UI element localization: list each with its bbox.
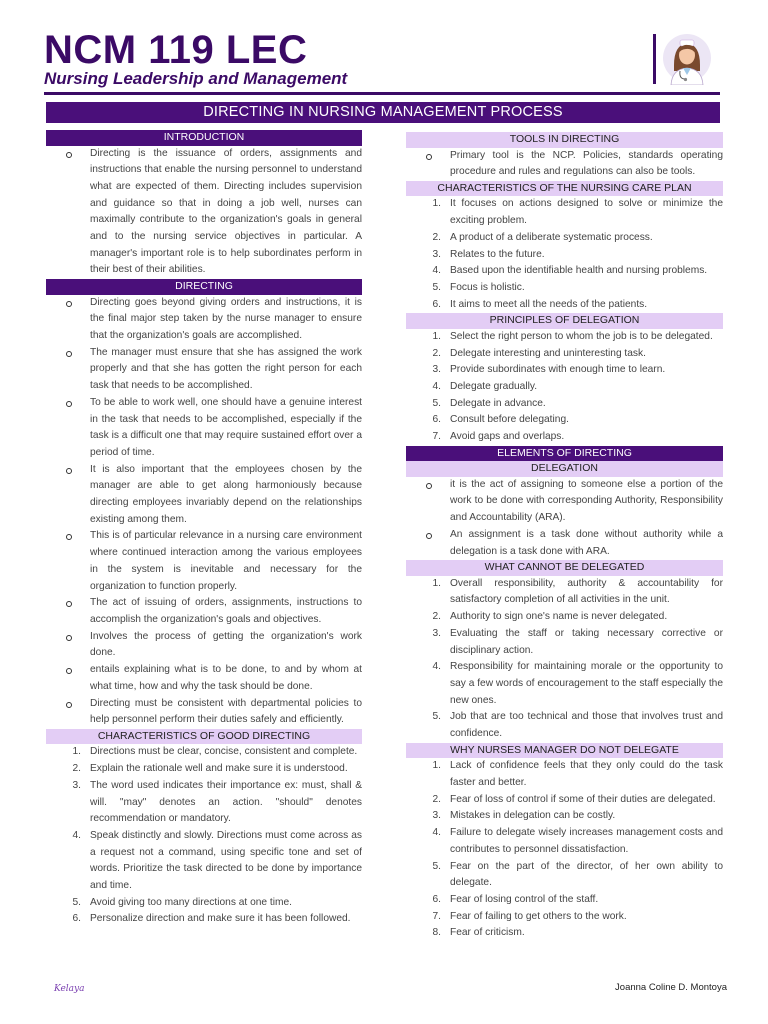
list-item: 1. Lack of confidence feels that they only could do the task faster and better. bbox=[432, 760, 723, 788]
section-heading-characteristics: CHARACTERISTICS OF GOOD DIRECTING bbox=[46, 729, 362, 745]
bullet-icon bbox=[66, 702, 72, 708]
list-item: 5. Focus is holistic. bbox=[432, 281, 525, 293]
list-item: 1. Select the right person to whom the job is to be delegated. bbox=[432, 330, 713, 342]
page-title: NCM 119 LEC bbox=[44, 28, 308, 72]
bullet-icon bbox=[66, 601, 72, 607]
section-heading-directing: DIRECTING bbox=[46, 279, 362, 295]
list-item: 5. Fear on the part of the director, of her own ability to delegate. bbox=[432, 860, 723, 889]
list-item: 3. Relates to the future. bbox=[432, 248, 545, 260]
section-heading-principles: PRINCIPLES OF DELEGATION bbox=[406, 313, 723, 329]
bullet-icon bbox=[66, 468, 72, 474]
bullet-icon bbox=[66, 534, 72, 540]
list-item: Directing goes beyond giving orders and instructions, it is the final major step taken by the nurse manager to ensure that the organization's goals are accomplished. bbox=[46, 295, 362, 345]
tools-list bbox=[406, 148, 723, 181]
list-item: 6. Fear of losing control of the staff. bbox=[432, 893, 599, 905]
bullet-icon bbox=[66, 351, 72, 357]
list-item: Involves the process of getting the organization's work done. bbox=[46, 629, 362, 662]
bullet-icon bbox=[66, 401, 72, 407]
list-item: 7. Fear of failing to get others to the work. bbox=[432, 910, 627, 922]
author-name: Joanna Coline D. Montoya bbox=[615, 982, 727, 993]
list-item: 4. Delegate gradually. bbox=[432, 380, 538, 392]
section-heading-delegation: DELEGATION bbox=[406, 461, 723, 477]
section-heading-ncp: CHARACTERISTICS OF THE NURSING CARE PLAN bbox=[406, 181, 723, 197]
section-heading-cannot-delegate: WHAT CANNOT BE DELEGATED bbox=[406, 560, 723, 576]
section-heading-why-not-delegate: WHY NURSES MANAGER DO NOT DELEGATE bbox=[406, 743, 723, 759]
section-heading-elements: ELEMENTS OF DIRECTING bbox=[406, 446, 723, 462]
list-item: The act of issuing of orders, assignments, instructions to accomplish the organization's goals and objectives. bbox=[46, 595, 362, 628]
list-item: Directing must be consistent with departmental policies to help personnel perform their duties safely and efficiently. bbox=[46, 696, 362, 729]
list-item: 2. Delegate interesting and uninteresting task. bbox=[432, 347, 646, 359]
bullet-icon bbox=[426, 154, 432, 160]
delegation-list bbox=[406, 477, 723, 561]
header-divider bbox=[653, 34, 656, 84]
list-item: 1. Directions must be clear, concise, consistent and complete. bbox=[72, 746, 358, 758]
list-item: 2. A product of a deliberate systematic process. bbox=[432, 231, 653, 243]
section-heading-tools: TOOLS IN DIRECTING bbox=[406, 132, 723, 148]
list-item: To be able to work well, one should have a genuine interest in the task that needs to be accomplished, especially if the task is a difficult one that may require sustained effort over a period of time. bbox=[46, 395, 362, 462]
list-item: 5. Job that are too technical and those that involves trust and confidence. bbox=[432, 711, 723, 740]
list-item: 4. Failure to delegate wisely increases management costs and contributes to personnel dissatisfaction. bbox=[432, 827, 723, 855]
left-column bbox=[46, 130, 362, 928]
list-item: 2. Fear of loss of control if some of their duties are delegated. bbox=[432, 793, 716, 805]
bullet-icon bbox=[66, 301, 72, 307]
list-item: 3. Mistakes in delegation can be costly. bbox=[432, 810, 616, 822]
list-item: It is also important that the employees chosen by the manager are able to get along harmoniously because directing employees invariably depend on the relationships existing among them. bbox=[46, 462, 362, 529]
introduction-list bbox=[46, 146, 362, 280]
directing-list bbox=[46, 295, 362, 729]
bullet-icon bbox=[426, 533, 432, 539]
list-item: 3. Provide subordinates with enough time to learn. bbox=[432, 364, 666, 376]
list-item: 4. Speak distinctly and slowly. Directions must come across as a request not a command, using specific tone and set of words. Prioritize the task directed to be done by importance and time. bbox=[72, 829, 362, 892]
bullet-icon bbox=[66, 152, 72, 158]
list-item: 1. Overall responsibility, authority & accountability for satisfactory completion of all activities in the unit. bbox=[432, 577, 723, 606]
characteristics-list bbox=[46, 744, 362, 928]
list-item: 6. Personalize direction and make sure it has been followed. bbox=[72, 913, 351, 925]
principles-list bbox=[406, 329, 723, 446]
right-column bbox=[406, 132, 723, 942]
list-item: 5. Avoid giving too many directions at one time. bbox=[72, 896, 292, 908]
list-item: Primary tool is the NCP. Policies, standards operating procedure and rules and regulations can also be tools. bbox=[406, 148, 723, 181]
list-item: An assignment is a task done without authority while a delegation is a task done with ARA. bbox=[406, 527, 723, 560]
list-item: 7. Avoid gaps and overlaps. bbox=[432, 431, 565, 443]
list-item: 2. Explain the rationale well and make sure it is understood. bbox=[72, 763, 348, 775]
signature-logo: Kelaya bbox=[54, 984, 85, 994]
list-item: 4. Responsibility for maintaining morale or the opportunity to say a few words of encouragement to the staff especially the new ones. bbox=[432, 661, 723, 706]
bullet-icon bbox=[426, 483, 432, 489]
list-item: The manager must ensure that she has assigned the work properly and that she has gotten the right person for each task that needs to be accomplished. bbox=[46, 345, 362, 395]
list-item: 3. Evaluating the staff or taking necessary corrective or disciplinary action. bbox=[432, 627, 723, 656]
list-item: Directing is the issuance of orders, assignments and instructions that enable the nursing personnel to understand what are expected of them. Directing includes supervision and guidance so that in doing a job well, nurses can maximally contribute to the organization's goals in general and to the nursing service objectives in particular. A manager's important role is to help subordinates perform in their best of their abilities. bbox=[46, 146, 362, 280]
ncp-list bbox=[406, 196, 723, 313]
bullet-icon bbox=[66, 668, 72, 674]
list-item: 6. Consult before delegating. bbox=[432, 414, 569, 426]
main-heading: DIRECTING IN NURSING MANAGEMENT PROCESS bbox=[46, 102, 720, 123]
bullet-icon bbox=[66, 635, 72, 641]
page-subtitle: Nursing Leadership and Management bbox=[44, 69, 348, 88]
list-item: 2. Authority to sign one's name is never delegated. bbox=[432, 611, 668, 623]
header-rule bbox=[44, 92, 720, 95]
cannot-delegate-list bbox=[406, 576, 723, 743]
list-item: entails explaining what is to be done, to and by whom at what time, how and why the task should be done. bbox=[46, 662, 362, 695]
list-item: 8. Fear of criticism. bbox=[432, 927, 525, 939]
list-item: 3. The word used indicates their importance ex: must, shall & will. "may" denotes an action. "should" denotes recommendation or mandatory. bbox=[72, 779, 362, 825]
list-item: 4. Based upon the identifiable health and nursing problems. bbox=[432, 265, 708, 277]
list-item: 5. Delegate in advance. bbox=[432, 397, 546, 409]
section-heading-introduction: INTRODUCTION bbox=[46, 130, 362, 146]
why-not-delegate-list bbox=[406, 758, 723, 942]
list-item: it is the act of assigning to someone else a portion of the work to be done with corresponding Authority, Responsibility and Accountability (ARA). bbox=[406, 477, 723, 527]
list-item: 6. It aims to meet all the needs of the patients. bbox=[432, 298, 648, 310]
list-item: 1. It focuses on actions designed to solve or minimize the exciting problem. bbox=[432, 198, 723, 227]
list-item: This is of particular relevance in a nursing care environment where continued interaction among the various employees in the system is inevitable and necessary for the organization to function properly. bbox=[46, 528, 362, 595]
nurse-avatar-icon bbox=[662, 31, 712, 85]
